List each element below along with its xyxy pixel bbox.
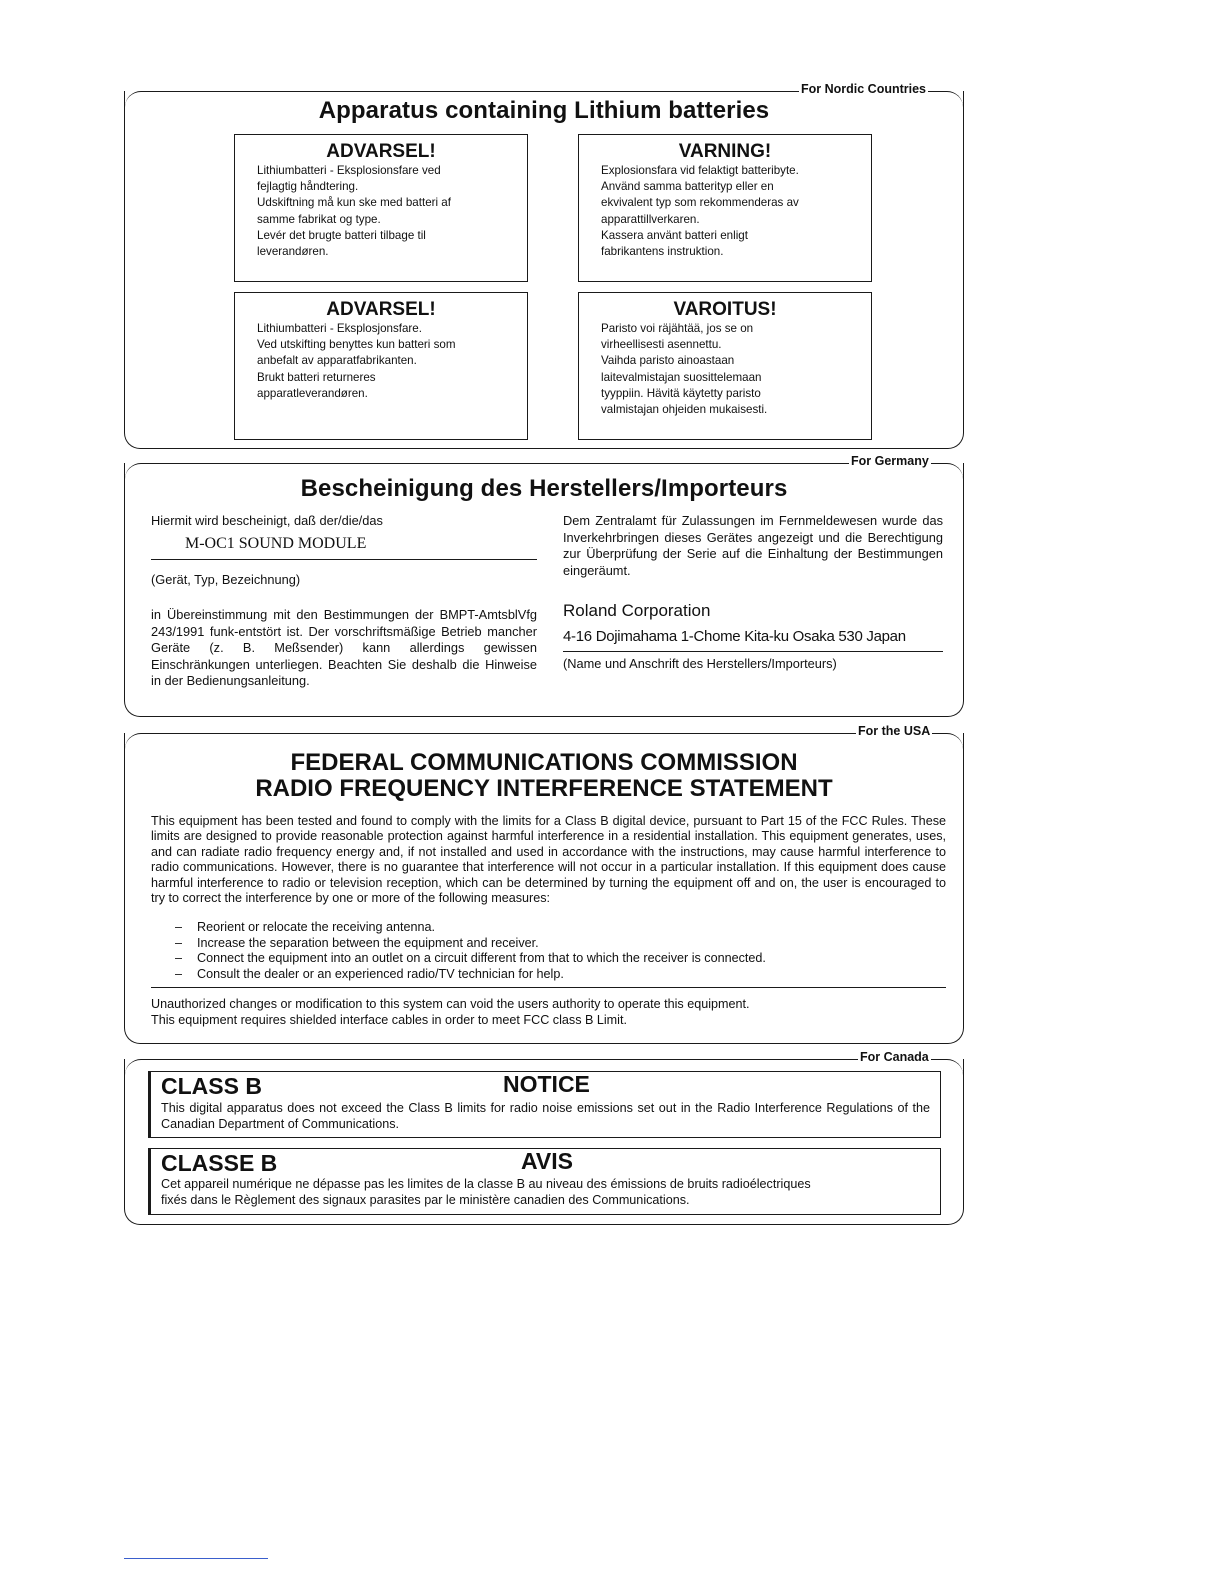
notice-text: This digital apparatus does not exceed the Class B limits for radio noise emissions set out in the Radio Interference Regulations of the Canadian Department of Communications.	[161, 1101, 930, 1131]
measure-text: Reorient or relocate the receiving antenna.	[197, 920, 436, 934]
warning-line: Kassera använt batteri enligt	[601, 228, 748, 242]
authority-text: Dem Zentralamt für Zulassungen im Fernmeldewesen wurde das Inverkehrbringen dieses Gerätes angezeigt und die Berechtigung zur Überprüfung der Serie auf die Einhaltung der Bestimmungen eingeräumt.	[563, 513, 943, 578]
warning-line: Udskiftning må kun ske med batteri af	[257, 196, 451, 210]
product-underline	[151, 559, 537, 560]
list-dash: –	[175, 951, 183, 966]
fcc-footer-line2: This equipment requires shielded interface cables in order to meet FCC class B Limit.	[151, 1013, 627, 1027]
warning-box-title: ADVARSEL!	[326, 141, 436, 162]
warning-line: valmistajan ohjeiden mukaisesti.	[601, 403, 768, 417]
germany-tag: For Germany	[851, 454, 929, 468]
warning-box-norwegian	[234, 292, 528, 440]
class-label: CLASS B	[161, 1073, 262, 1099]
warning-line: apparatleverandøren.	[257, 386, 368, 400]
germany-section	[124, 454, 964, 717]
list-dash: –	[175, 966, 183, 981]
warning-line: fabrikantens instruktion.	[601, 245, 724, 259]
warning-line: Lithiumbatteri - Eksplosjonsfare.	[257, 322, 422, 335]
list-item	[175, 920, 945, 936]
warning-line: anbefalt av apparatfabrikanten.	[257, 354, 417, 368]
list-dash: –	[175, 935, 183, 950]
warning-line: virheellisesti asennettu.	[601, 338, 722, 352]
warning-line: Brukt batteri returneres	[257, 370, 376, 384]
germany-title: Bescheinigung des Herstellers/Importeurs	[300, 475, 788, 502]
usa-tag: For the USA	[858, 724, 931, 738]
warning-line: Ved utskifting benyttes kun batteri som	[257, 338, 456, 352]
warning-box-title: VARNING!	[678, 141, 772, 162]
avis-label: AVIS	[521, 1148, 573, 1174]
address-label: (Name und Anschrift des Herstellers/Importeurs)	[563, 656, 837, 671]
warning-line: fejlagtig håndtering.	[257, 180, 359, 194]
nordic-tag: For Nordic Countries	[801, 82, 927, 96]
footnote-rule	[124, 1558, 268, 1559]
address-underline	[563, 651, 943, 652]
notice-label: NOTICE	[503, 1071, 590, 1097]
warning-line: ekvivalent typ som rekommenderas av	[601, 196, 799, 210]
section-border-top	[125, 733, 963, 749]
fcc-body: This equipment has been tested and found to comply with the limits for a Class B digital device, pursuant to Part 15 of the FCC Rules. These limits are designed to provide reasonable protection against harmful interference in a residential installation. This equipment generates, uses, and can radiate radio frequency energy and, if not installed and used in accordance with the instructions, may cause harmful interference to radio communications. However, there is no guarantee that interference will not occur in a particular installation. If this equipment does cause harmful interference to radio or television reception, which can be determined by turning the equipment off and on, the user is encouraged to try to correct the interference by one or more of the following measures:	[151, 814, 946, 906]
warning-line: apparattillverkaren.	[601, 212, 700, 226]
fcc-footer-line1: Unauthorized changes or modification to this system can void the users authority to operate this equipment.	[151, 997, 750, 1011]
list-dash: –	[175, 920, 183, 934]
nordic-section	[124, 82, 964, 449]
warning-box-danish	[234, 134, 528, 282]
usa-section	[124, 724, 964, 1044]
warning-box-title: VAROITUS!	[673, 299, 777, 320]
nordic-title: Apparatus containing Lithium batteries	[318, 97, 770, 124]
avis-text-line1: Cet appareil numérique ne dépasse pas les limites de la classe B au niveau des émissions de bruits radioélectriques	[161, 1177, 811, 1191]
warning-line: Explosionsfara vid felaktigt batteribyte.	[601, 164, 799, 177]
warning-box-title: ADVARSEL!	[326, 299, 436, 320]
avis-text-line2: fixés dans le Règlement des signaux parasites par le ministère canadien des Communications.	[161, 1193, 690, 1207]
measure-text: Consult the dealer or an experienced radio/TV technician for help.	[197, 966, 564, 981]
company-name: Roland Corporation	[563, 601, 711, 620]
classe-label: CLASSE B	[161, 1150, 278, 1176]
list-item	[175, 951, 945, 967]
canada-tag: For Canada	[860, 1050, 929, 1064]
device-label: (Gerät, Typ, Bezeichnung)	[151, 572, 301, 587]
fcc-title-line2: RADIO FREQUENCY INTERFERENCE STATEMENT	[255, 775, 833, 802]
company-address: 4-16 Dojimahama 1-Chome Kita-ku Osaka 530 Japan	[563, 628, 906, 645]
warning-line: Vaihda paristo ainoastaan	[601, 354, 735, 368]
measure-text: Increase the separation between the equipment and receiver.	[197, 935, 539, 950]
certify-text: Hiermit wird bescheinigt, daß der/die/das	[151, 513, 383, 528]
fcc-title-line1: FEDERAL COMMUNICATIONS COMMISSION	[290, 749, 798, 776]
list-item	[175, 967, 945, 983]
warning-line: laitevalmistajan suosittelemaan	[601, 370, 762, 384]
warning-box-swedish	[578, 134, 872, 282]
product-name: M-OC1 SOUND MODULE	[185, 535, 367, 552]
warning-box-finnish	[578, 292, 872, 440]
conformity-text: in Übereinstimmung mit den Bestimmungen der BMPT-AmtsblVfg 243/1991 funk-entstört ist. Der vorschriftsmäßige Betrieb mancher Geräte (z. B. Meßsender) kann allerdings gewissen Einschränkungen unterliegen. Beachten Sie deshalb die Hinweise in der Bedienungsanleitung.	[151, 607, 537, 688]
canada-avis-box	[148, 1148, 941, 1215]
list-item	[175, 936, 945, 952]
measure-text: Connect the equipment into an outlet on a circuit different from that to which the receiver is connected.	[197, 951, 766, 966]
measures-list	[175, 920, 945, 982]
canada-notice-box	[148, 1071, 941, 1138]
warning-line: tyyppiin. Hävitä käytetty paristo	[601, 386, 761, 400]
warning-line: Paristo voi räjähtää, jos se on	[601, 322, 754, 335]
warning-line: Levér det brugte batteri tilbage til	[257, 228, 426, 242]
warning-line: samme fabrikat og type.	[257, 212, 381, 226]
warning-line: Använd samma batterityp eller en	[601, 180, 774, 194]
warning-line: Lithiumbatteri - Eksplosionsfare ved	[257, 164, 441, 177]
fcc-divider	[151, 987, 946, 988]
warning-line: leverandøren.	[257, 245, 329, 259]
